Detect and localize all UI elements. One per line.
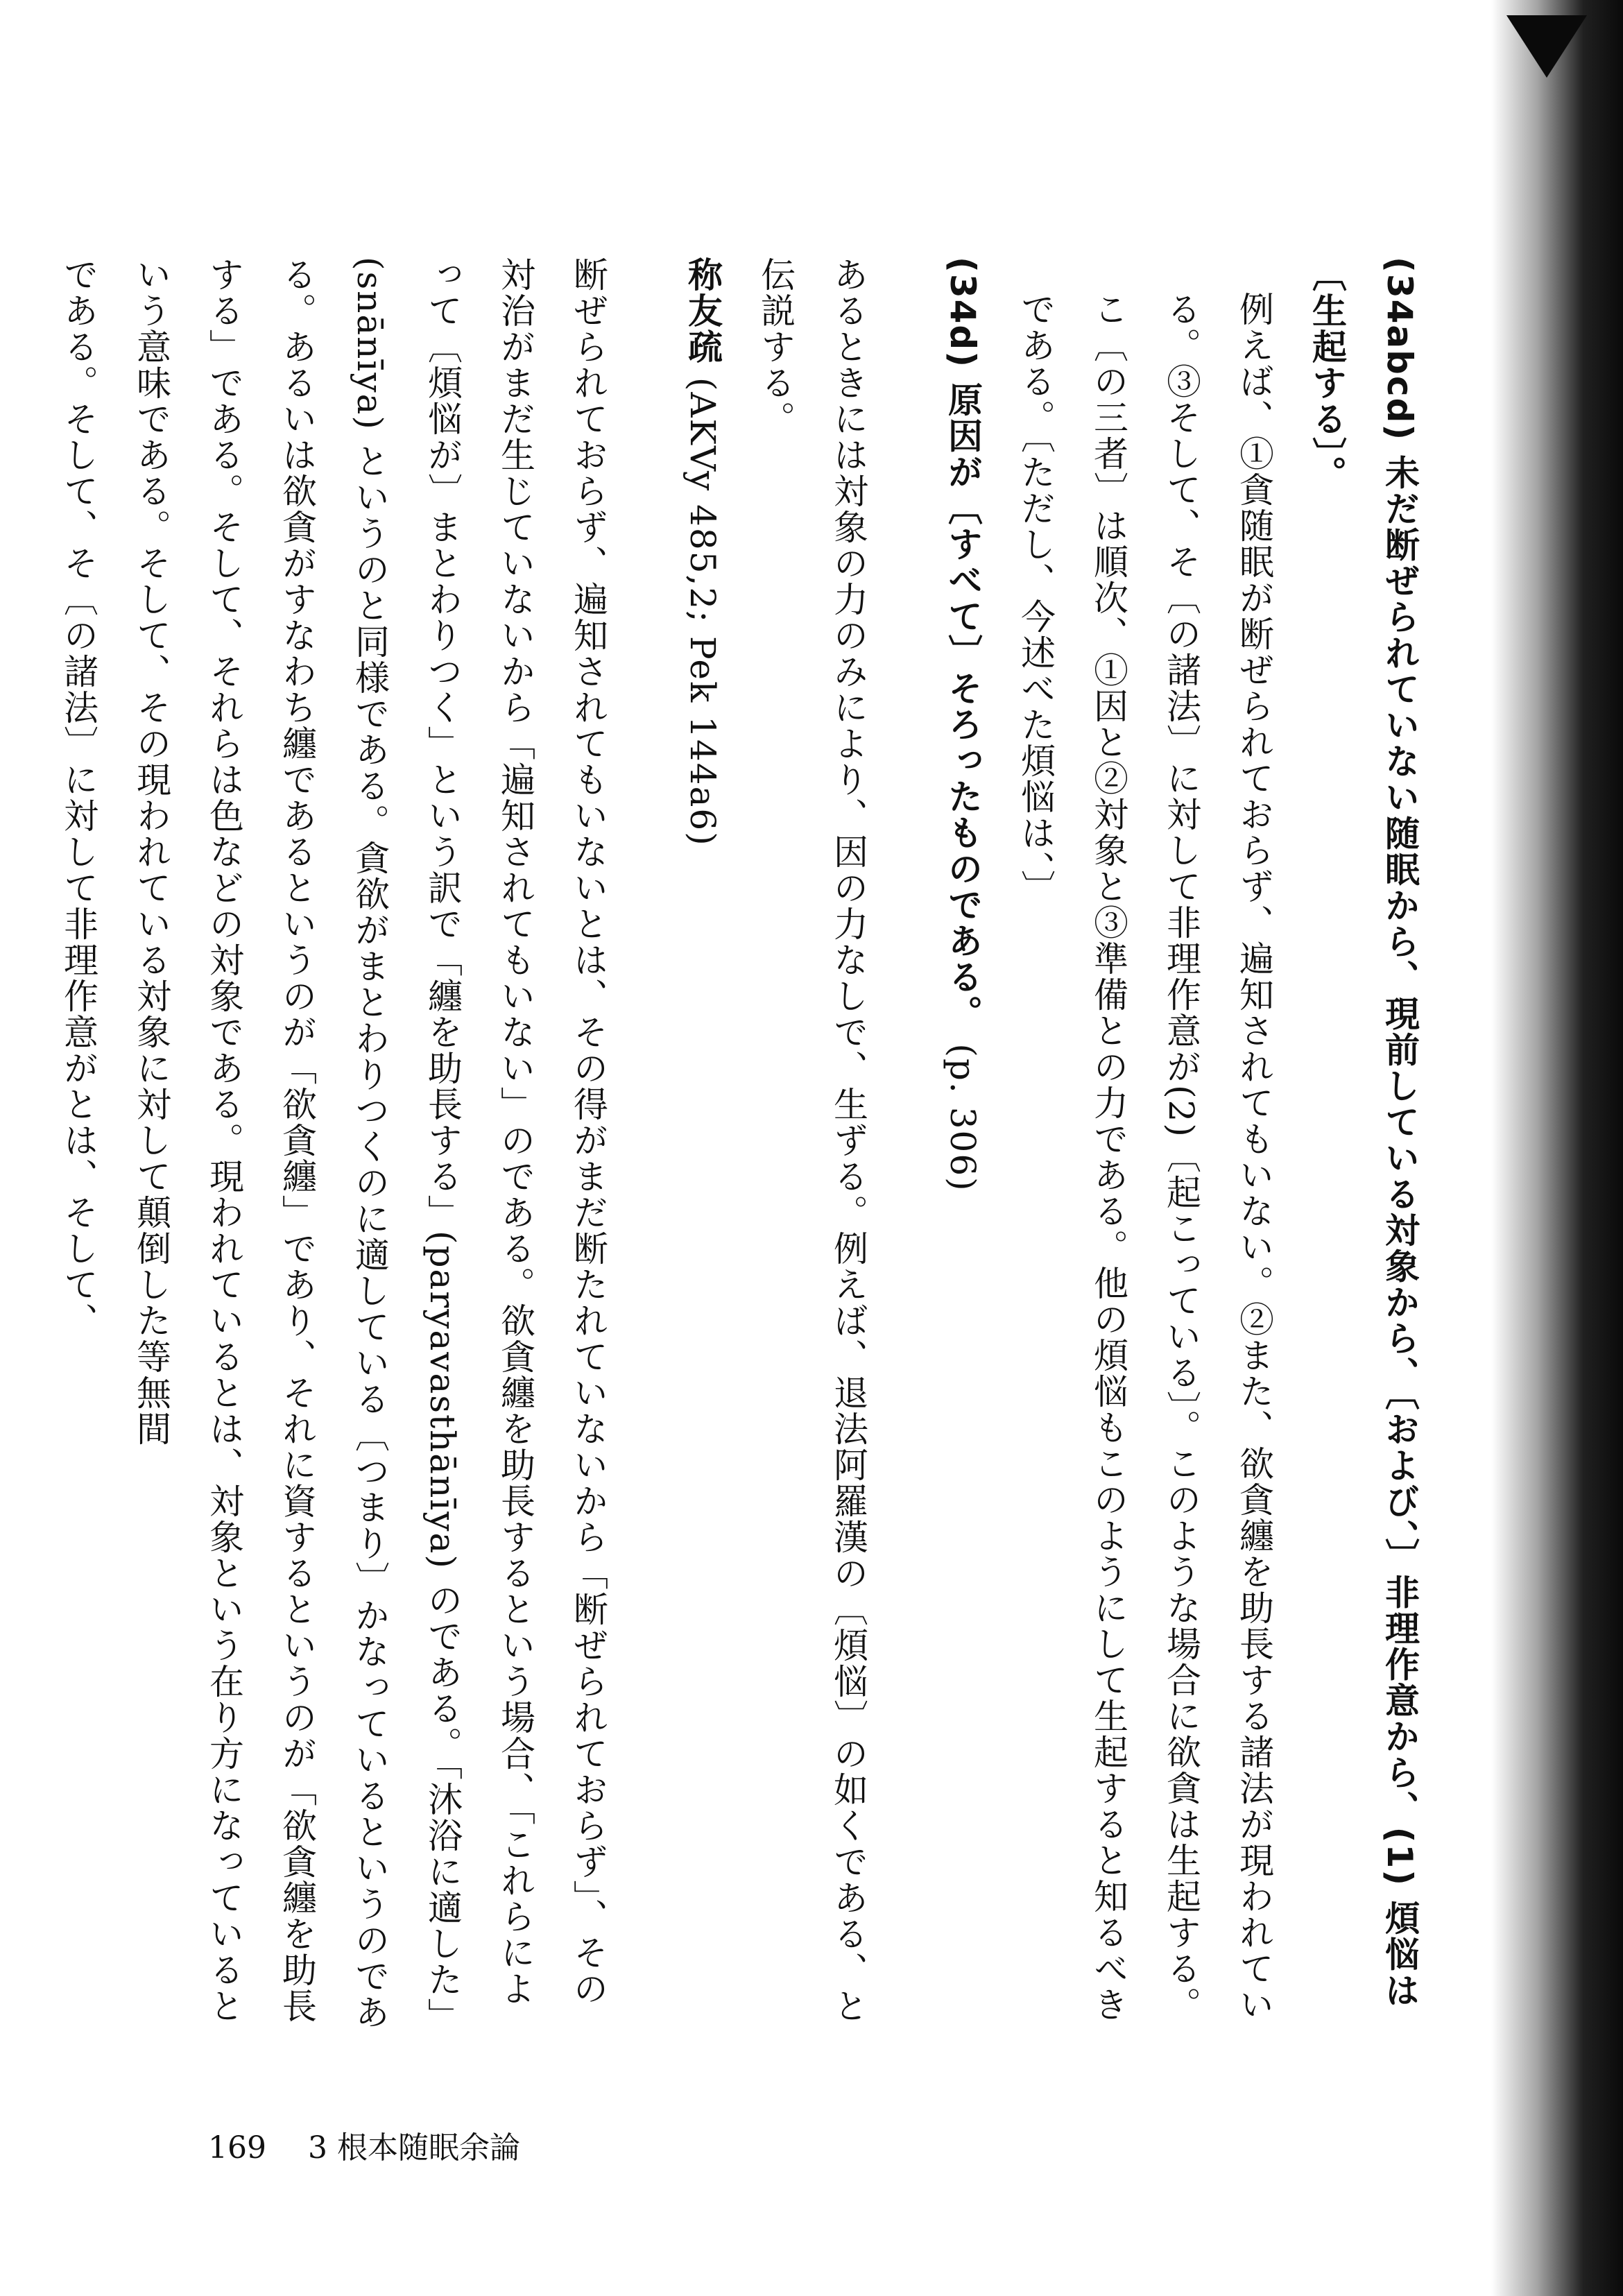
scan-spine-shadow xyxy=(1491,0,1623,2296)
page-body xyxy=(58,257,1436,2032)
verse-34abcd: (34abcd) 未だ断ぜられていない随眠から、現前している対象から、〔および、〕非理作意から、(1) 煩悩は〔生起する〕。 xyxy=(1307,257,1420,2009)
commentary-source-ref: (AKVy 485,2; Pek 144a6) xyxy=(682,377,723,847)
scan-spine-tip xyxy=(1506,15,1587,78)
commentary-title: 称友疏 xyxy=(682,257,723,365)
page-footer xyxy=(208,2123,552,2167)
paragraph-example: 例えば、①貪随眠が断ぜられておらず、遍知されてもいない。②また、欲貪纏を助長する諸法が現われている。③そして、そ〔の諸法〕に対して非理作意が(2)〔起こっている〕。このような場合に欲貪は生起する。こ〔の三者〕は順次、①因と②対象と③準備との力である。他の煩悩もこのようにして生起すると知るべきである。〔ただし、今述べた煩悩は、〕 xyxy=(1015,291,1274,2023)
verse-34d-block xyxy=(926,257,999,2032)
paragraph-commentary: 断ぜられておらず、遍知されてもいないとは、その得がまだ断たれていないから「断ぜられておらず」、その対治がまだ生じていないから「遍知されてもいない」のである。欲貪纏を助長するという場合、「これらによって〔煩悩が〕まとわりつく」という訳で「纏を助長する」(paryavasthānīya) のである。「沐浴に適した」(snānīya) というのと同様である。貪欲がまとわりつくのに適している〔つまり〕かなっているというのである。あるいは欲貪がすなわち纏であるというのが「欲貪纏」であり、それに資するというのが「欲貪纏を助長する」である。そして、それらは色などの対象である。現われているとは、対象という在り方になっているという意味である。そして、その現われている対象に対して顛倒した等無間 xyxy=(131,257,608,2030)
verse-34d: (34d) 原因が〔すべて〕そろったものである。 xyxy=(943,257,983,1031)
commentary-heading xyxy=(666,257,739,2032)
running-chapter-title: 3 根本随眠余論 xyxy=(307,2130,520,2166)
paragraph-transmission: あるときには対象の力のみにより、因の力なしで、生ずる。例えば、退法阿羅漢の〔煩悩〕の如くである、と伝説する。 xyxy=(755,257,868,2024)
page-number: 169 xyxy=(208,2130,266,2166)
verse-34d-page-ref: (p. 306) xyxy=(943,1043,983,1192)
paragraph-commentary-continued: である。そして、そ〔の諸法〕に対して非理作意がとは、そして、 xyxy=(58,257,98,1339)
